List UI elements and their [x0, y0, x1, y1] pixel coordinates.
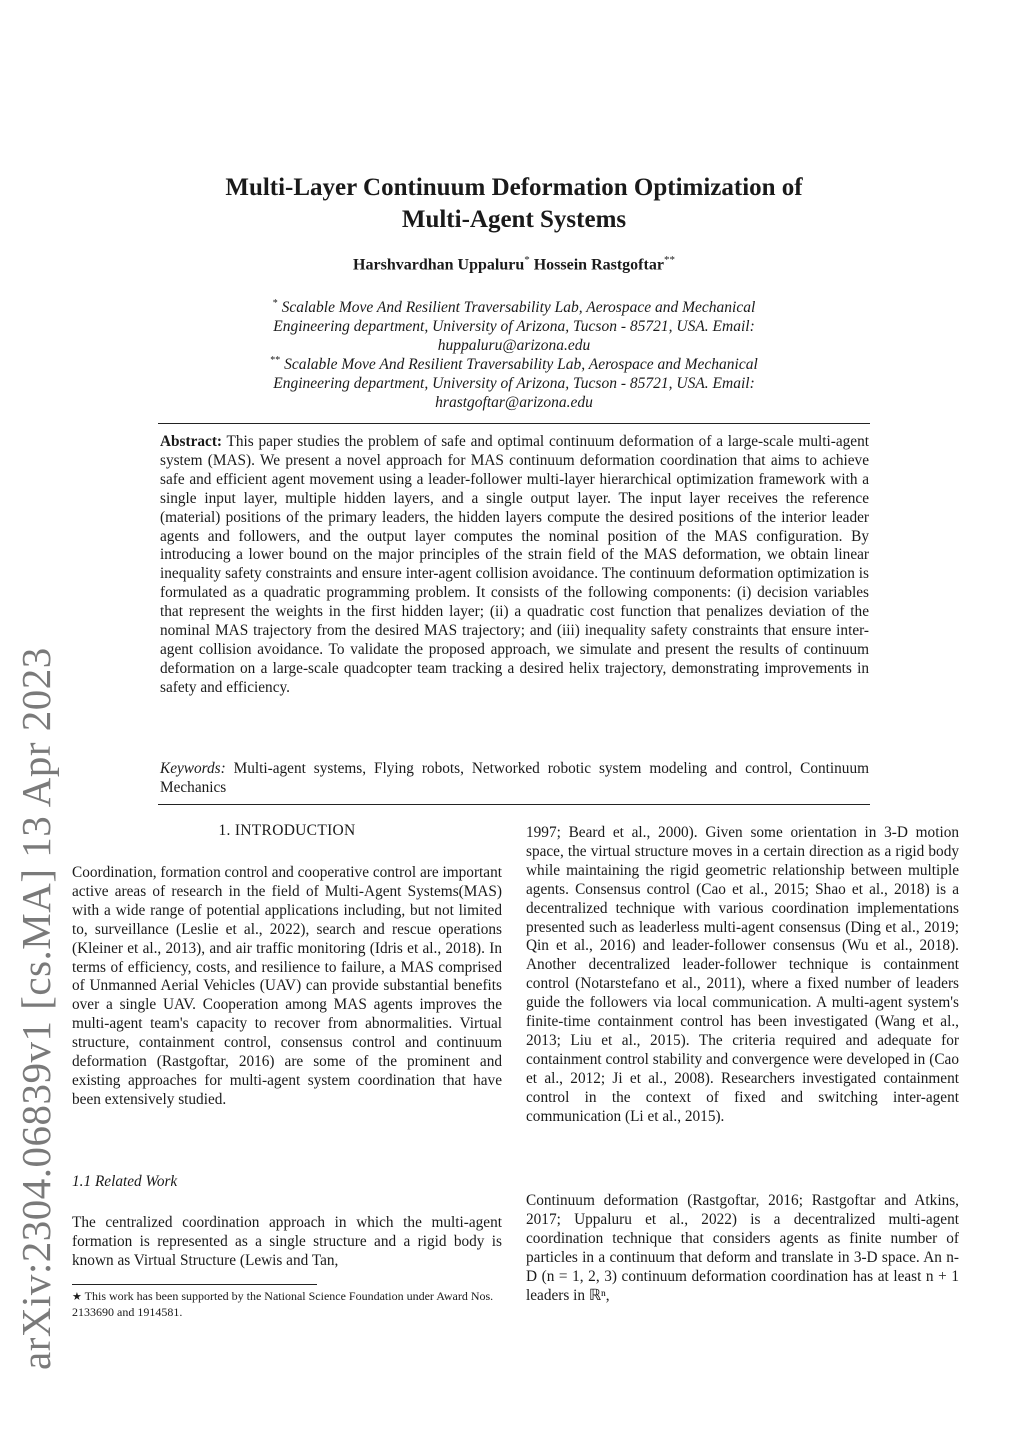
author-mark: **: [663, 254, 675, 266]
subsection-heading-related-work: 1.1 Related Work: [72, 1173, 178, 1190]
abstract-text: This paper studies the problem of safe and optimal continuum deformation of a large-scale multi-agent system (MAS). We present a novel approach for MAS continuum deformation coordination that aims to achieve safe and efficient agent movement using a leader-follower multi-layer hierarchical optimization framework with a single input layer, multiple hidden layers, and a single output layer. The input layer receives the reference (material) positions of the primary leaders, the hidden layers compute the desired positions of the interior leader agents and followers, and the output layer computes the nominal position of the MAS configuration. By introducing a lower bound on the major principles of the strain field of the MAS deformation, we obtain linear inequality safety constraints and ensure inter-agent collision avoidance. The continuum deformation optimization is formulated as a quadratic programming problem. It consists of the following components: (i) decision variables that represent the weights in the first hidden layer; (ii) a quadratic cost function that penalizes deviation of the nominal MAS trajectory from the desired MAS trajectory; and (iii) inequality safety constraints that ensure inter-agent collision avoidance. To validate the proposed approach, we simulate and present the results of continuum deformation on a large-scale quadcopter team tracking a desired helix trajectory, demonstrating improvements in safety and efficiency.: [160, 433, 869, 696]
related-work-paragraph: The centralized coordination approach in which the multi-agent formation is represented as a single structure and a rigid body is known as Virtual Structure (Lewis and Tan,: [72, 1214, 502, 1269]
author-mark: *: [524, 254, 530, 266]
intro-paragraph-1: Coordination, formation control and cooperative control are important active areas of research in the field of Multi-Agent Systems(MAS) with a wide range of potential applications including, but not limited to, surveillance (Leslie et al., 2022), search and rescue operations (Kleiner et al., 2013), and air traffic monitoring (Idris et al., 2018). In terms of efficiency, costs, and resilience to failure, a MAS comprised of Unmanned Aerial Vehicles (UAV) can provide substantial benefits over a single UAV. Cooperation among MAS agents improves the multi-agent team's capacity to recover from abnormalities. Virtual structure, containment control, consensus control and continuum deformation (Rastgoftar, 2016) are some of the prominent and existing approaches for multi-agent system coordination that have been extensively studied.: [72, 864, 502, 1108]
right-column-paragraph-2: Continuum deformation (Rastgoftar, 2016; Rastgoftar and Atkins, 2017; Uppaluru et al., 2022) is a decentralized multi-agent coordination technique that considers agents as finite number of particles in a continuum that deform and translate in 3-D space. An n-D (n = 1, 2, 3) continuum deformation coordination has at least n + 1 leaders in ℝⁿ,: [526, 1192, 959, 1304]
right-column-paragraph-1: 1997; Beard et al., 2000). Given some orientation in 3-D motion space, the virtual structure moves in a certain direction as a rigid body while maintaining the rigid geometric relationship between multiple agents. Consensus control (Cao et al., 2015; Shao et al., 2018) is a decentralized technique with various coordination implementations presented such as leaderless multi-agent consensus (Ding et al., 2019; Qin et al., 2016) and leader-follower consensus (Wu et al., 2018). Another decentralized leader-follower technique is containment control (Notarstefano et al., 2011), where a fixed number of leaders guide the followers via local communication. A multi-agent system's finite-time containment control has been investigated (Wang et al., 2013; Liu et al., 2015). The criteria required and adequate for containment control stability and convergence were developed in (Cao et al., 2012; Ji et al., 2008). Researchers investigated containment control in the context of fixed and switching inter-agent communication (Li et al., 2015).: [526, 824, 959, 1125]
abstract: [160, 433, 869, 698]
abstract-top-rule: [158, 423, 870, 424]
footnote: [72, 1289, 504, 1320]
footnote-text: This work has been supported by the National Science Foundation under Award Nos. 2133690 and 1914581.: [72, 1289, 494, 1319]
affiliation-2: [250, 351, 778, 412]
affiliation-mark: *: [272, 298, 278, 309]
affiliation-text: Scalable Move And Resilient Traversability Lab, Aerospace and Mechanical Engineering department, University of Arizona, Tucson - 85721, USA. Email: hrastgoftar@arizona.edu: [273, 356, 758, 412]
author-name: Hossein Rastgoftar: [533, 256, 664, 274]
affiliation-1: [250, 294, 778, 355]
affiliation-mark: **: [270, 355, 281, 366]
section-heading-introduction: 1. INTRODUCTION: [218, 822, 356, 839]
author-name: Harshvardhan Uppaluru: [353, 256, 525, 274]
arxiv-identifier-stamp: arXiv:2304.06839v1 [cs.MA] 13 Apr 2023: [13, 647, 59, 1370]
abstract-label: Abstract:: [160, 433, 223, 450]
author-line: [200, 254, 828, 274]
abstract-bottom-rule: [158, 804, 870, 805]
footnote-rule: [72, 1284, 317, 1285]
keywords-label: Keywords:: [160, 760, 226, 777]
keywords-text: Multi-agent systems, Flying robots, Networked robotic system modeling and control, Continuum Mechanics: [160, 760, 869, 796]
footnote-mark: ★: [72, 1291, 82, 1303]
affiliation-text: Scalable Move And Resilient Traversability Lab, Aerospace and Mechanical Engineering department, University of Arizona, Tucson - 85721, USA. Email: huppaluru@arizona.edu: [273, 299, 756, 355]
paper-title: Multi-Layer Continuum Deformation Optimization of Multi-Agent Systems: [225, 174, 803, 233]
keywords: [160, 760, 869, 798]
